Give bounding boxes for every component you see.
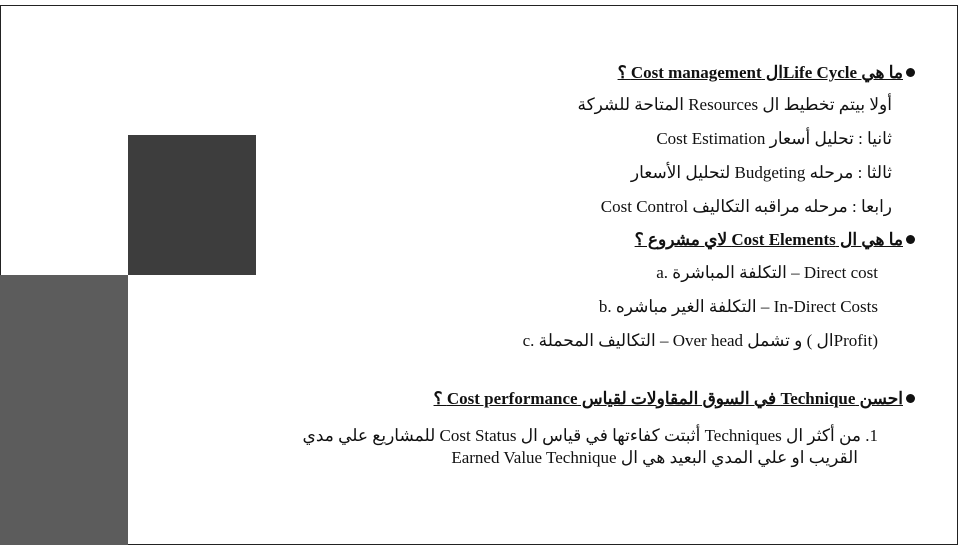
section-heading: احسن Technique في السوق المقاولات لقياس Cost performance ؟: [434, 389, 915, 409]
bullet-icon: [906, 235, 915, 244]
section-heading: ما هي Life Cycleال Cost management ؟: [618, 63, 915, 83]
list-item: ثالثا : مرحله Budgeting لتحليل الأسعار: [630, 163, 892, 182]
list-item: c. التكاليف المحملة – Over head و تشمل ( الProfit): [522, 331, 878, 350]
list-item: 1. من أكثر ال Techniques أثبتت كفاءتها في قياس ال Cost Status للمشاريع علي مدي: [302, 426, 878, 445]
bullet-icon: [906, 68, 915, 77]
list-item: ثانيا : تحليل أسعار Cost Estimation: [656, 129, 892, 148]
list-item: a. التكلفة المباشرة – Direct cost: [656, 263, 878, 282]
bullet-icon: [906, 394, 915, 403]
list-item-continuation: القريب او علي المدي البعيد هي ال Earned Value Technique: [451, 448, 858, 467]
list-item: رابعا : مرحله مراقبه التكاليف Cost Control: [600, 197, 892, 216]
list-item: أولا بيتم تخطيط ال Resources المتاحة للشركة: [577, 95, 892, 114]
decorative-block-gray: [0, 275, 128, 545]
decorative-square-dark: [128, 135, 256, 275]
list-item: b. التكلفة الغير مباشره – In-Direct Costs: [598, 297, 878, 316]
section-heading: ما هي ال Cost Elements لاي مشروع ؟: [635, 230, 915, 250]
